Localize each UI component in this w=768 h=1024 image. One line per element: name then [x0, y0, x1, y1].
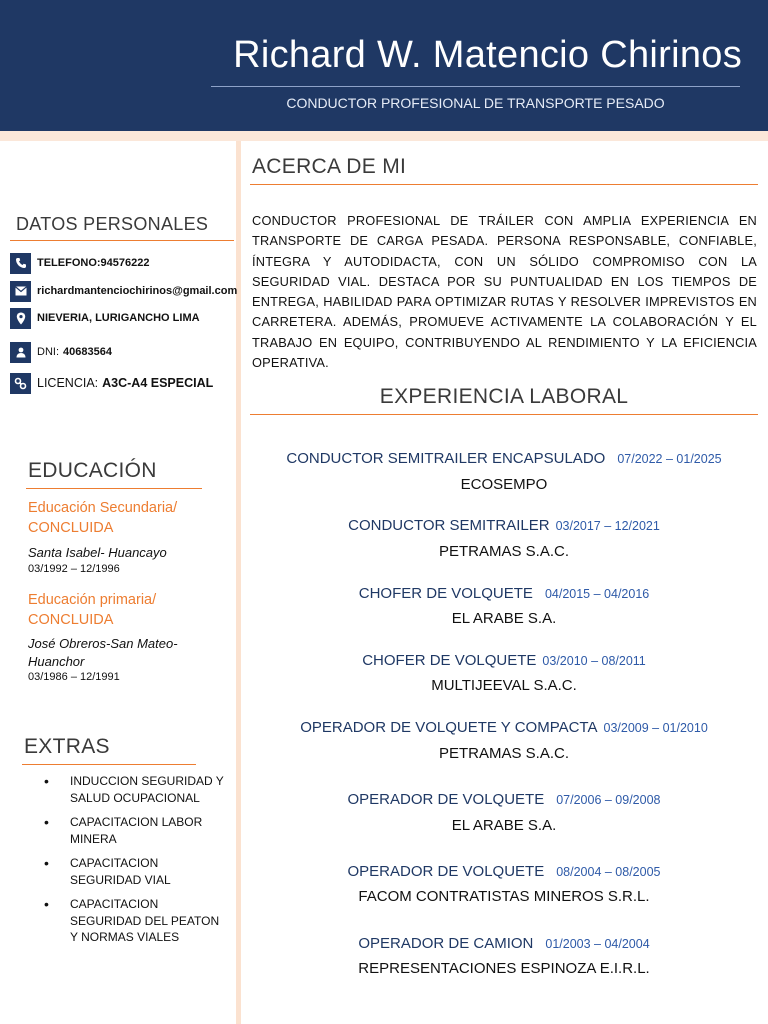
job-company-5: PETRAMAS S.A.C. [438, 745, 570, 762]
extras-item: • INDUCCION SEGURIDAD Y SALUD OCUPACIONAL [40, 773, 230, 806]
job-company-6: EL ARABE S.A. [451, 817, 557, 834]
job-title-2 [250, 517, 758, 535]
header-rule [211, 86, 740, 87]
license-label: LICENCIA: [37, 376, 99, 390]
job-company-3: EL ARABE S.A. [451, 610, 557, 627]
about-heading-rule [250, 184, 758, 185]
job-role: OPERADOR DE VOLQUETE [347, 863, 545, 880]
experience-heading-rule [250, 414, 758, 415]
license-row [10, 372, 213, 394]
id-card-icon [10, 342, 31, 363]
extras-heading: EXTRAS [24, 735, 110, 758]
education-title-1: Educación Secundaria/ CONCLUIDA [28, 500, 178, 536]
job-subtitle: CONDUCTOR PROFESIONAL DE TRANSPORTE PESADO [286, 95, 665, 111]
education-dates-2: 03/1986 – 12/1991 [28, 671, 120, 683]
education-place-2: José Obreros-San Mateo-Huanchor [28, 636, 178, 669]
education-dates-1: 03/1992 – 12/1996 [28, 563, 120, 575]
job-dates: 04/2015 – 04/2016 [544, 587, 650, 601]
column-divider [236, 141, 241, 1024]
job-title-8 [250, 935, 758, 953]
phone-icon [10, 253, 31, 274]
about-heading: ACERCA DE MI [252, 155, 407, 178]
education-title-2: Educación primaria/ CONCLUIDA [28, 592, 157, 628]
job-role: CHOFER DE VOLQUETE [362, 652, 537, 669]
job-dates: 07/2006 – 09/2008 [556, 793, 661, 807]
job-company-4: MULTIJEEVAL S.A.C. [431, 677, 577, 694]
education-heading-rule [26, 488, 202, 489]
job-dates: 08/2004 – 08/2005 [556, 865, 661, 879]
job-role: CONDUCTOR SEMITRAILER [348, 517, 550, 534]
job-title-1 [250, 450, 758, 468]
education-heading: EDUCACIÓN [28, 459, 157, 482]
email-icon [10, 281, 31, 302]
extras-heading-rule [22, 764, 196, 765]
license-text [37, 376, 213, 390]
extras-item: • CAPACITACION LABOR MINERA [40, 814, 230, 847]
full-name: Richard W. Matencio Chirinos [233, 34, 742, 76]
job-role: CONDUCTOR SEMITRAILER ENCAPSULADO [286, 450, 606, 467]
extras-item: • CAPACITACION SEGURIDAD DEL PEATON Y NORMAS VIALES [40, 896, 230, 946]
license-value: A3C-A4 ESPECIAL [102, 376, 214, 390]
job-role: OPERADOR DE VOLQUETE Y COMPACTA [300, 719, 598, 736]
address-row [10, 307, 200, 329]
extras-list [40, 773, 230, 954]
job-title-5 [250, 719, 758, 737]
dni-row [10, 341, 112, 363]
dni-label: DNI: [37, 346, 59, 358]
experience-heading: EXPERIENCIA LABORAL [379, 385, 629, 408]
job-dates: 01/2003 – 04/2004 [545, 937, 650, 951]
job-dates: 03/2010 – 08/2011 [542, 654, 646, 668]
personal-heading: DATOS PERSONALES [16, 214, 209, 234]
job-dates: 07/2022 – 01/2025 [617, 452, 722, 466]
dni-value: 40683564 [63, 346, 112, 358]
license-link-icon [10, 373, 31, 394]
job-company-1: ECOSEMPO [460, 476, 548, 493]
dni-text [37, 346, 112, 358]
job-company-7: FACOM CONTRATISTAS MINEROS S.R.L. [358, 888, 650, 905]
personal-heading-rule [10, 240, 234, 241]
extras-item: • CAPACITACION SEGURIDAD VIAL [40, 855, 230, 888]
header-accent-band [0, 131, 768, 141]
location-icon [10, 308, 31, 329]
job-title-4 [250, 652, 758, 670]
job-dates: 03/2009 – 01/2010 [603, 721, 708, 735]
job-company-8: REPRESENTACIONES ESPINOZA E.I.R.L. [358, 960, 650, 977]
phone-row [10, 252, 150, 274]
job-title-3 [250, 585, 758, 603]
email-text[interactable]: richardmantenciochirinos@gmail.com [37, 285, 238, 297]
header-banner [0, 0, 768, 131]
email-row [10, 280, 237, 302]
education-place-1: Santa Isabel- Huancayo [28, 545, 167, 560]
job-company-2: PETRAMAS S.A.C. [438, 543, 570, 560]
about-paragraph: CONDUCTOR PROFESIONAL DE TRÁILER CON AMPLIA EXPERIENCIA EN TRANSPORTE DE CARGA PESADA. PERSONA RESPONSABLE, CONFIABLE, ÍNTEGRA Y AUTODIDACTA, CON UN SÓLIDO COMPROMISO CON LA SEGURIDAD VIAL. DESTACA POR SU PUNTUALIDAD EN LOS TIEMPOS DE ENTREGA, HABILIDAD PARA OPTIMIZAR RUTAS Y RESOLVER IMPREVISTOS EN CARRETERA. ADEMÁS, PROMUEVE ACTIVAMENTE LA COLABORACIÓN Y EL TRABAJO EN EQUIPO, CONTRIBUYENDO AL RENDIMIENTO Y LA EFICIENCIA OPERATIVA. [252, 213, 757, 371]
job-role: OPERADOR DE VOLQUETE [347, 791, 545, 808]
job-role: OPERADOR DE CAMION [358, 935, 534, 952]
job-role: CHOFER DE VOLQUETE [358, 585, 533, 602]
job-title-7 [250, 863, 758, 881]
phone-text: TELEFONO:94576222 [37, 257, 150, 269]
job-title-6 [250, 791, 758, 809]
address-text: NIEVERIA, LURIGANCHO LIMA [37, 312, 200, 324]
job-dates: 03/2017 – 12/2021 [555, 519, 660, 533]
